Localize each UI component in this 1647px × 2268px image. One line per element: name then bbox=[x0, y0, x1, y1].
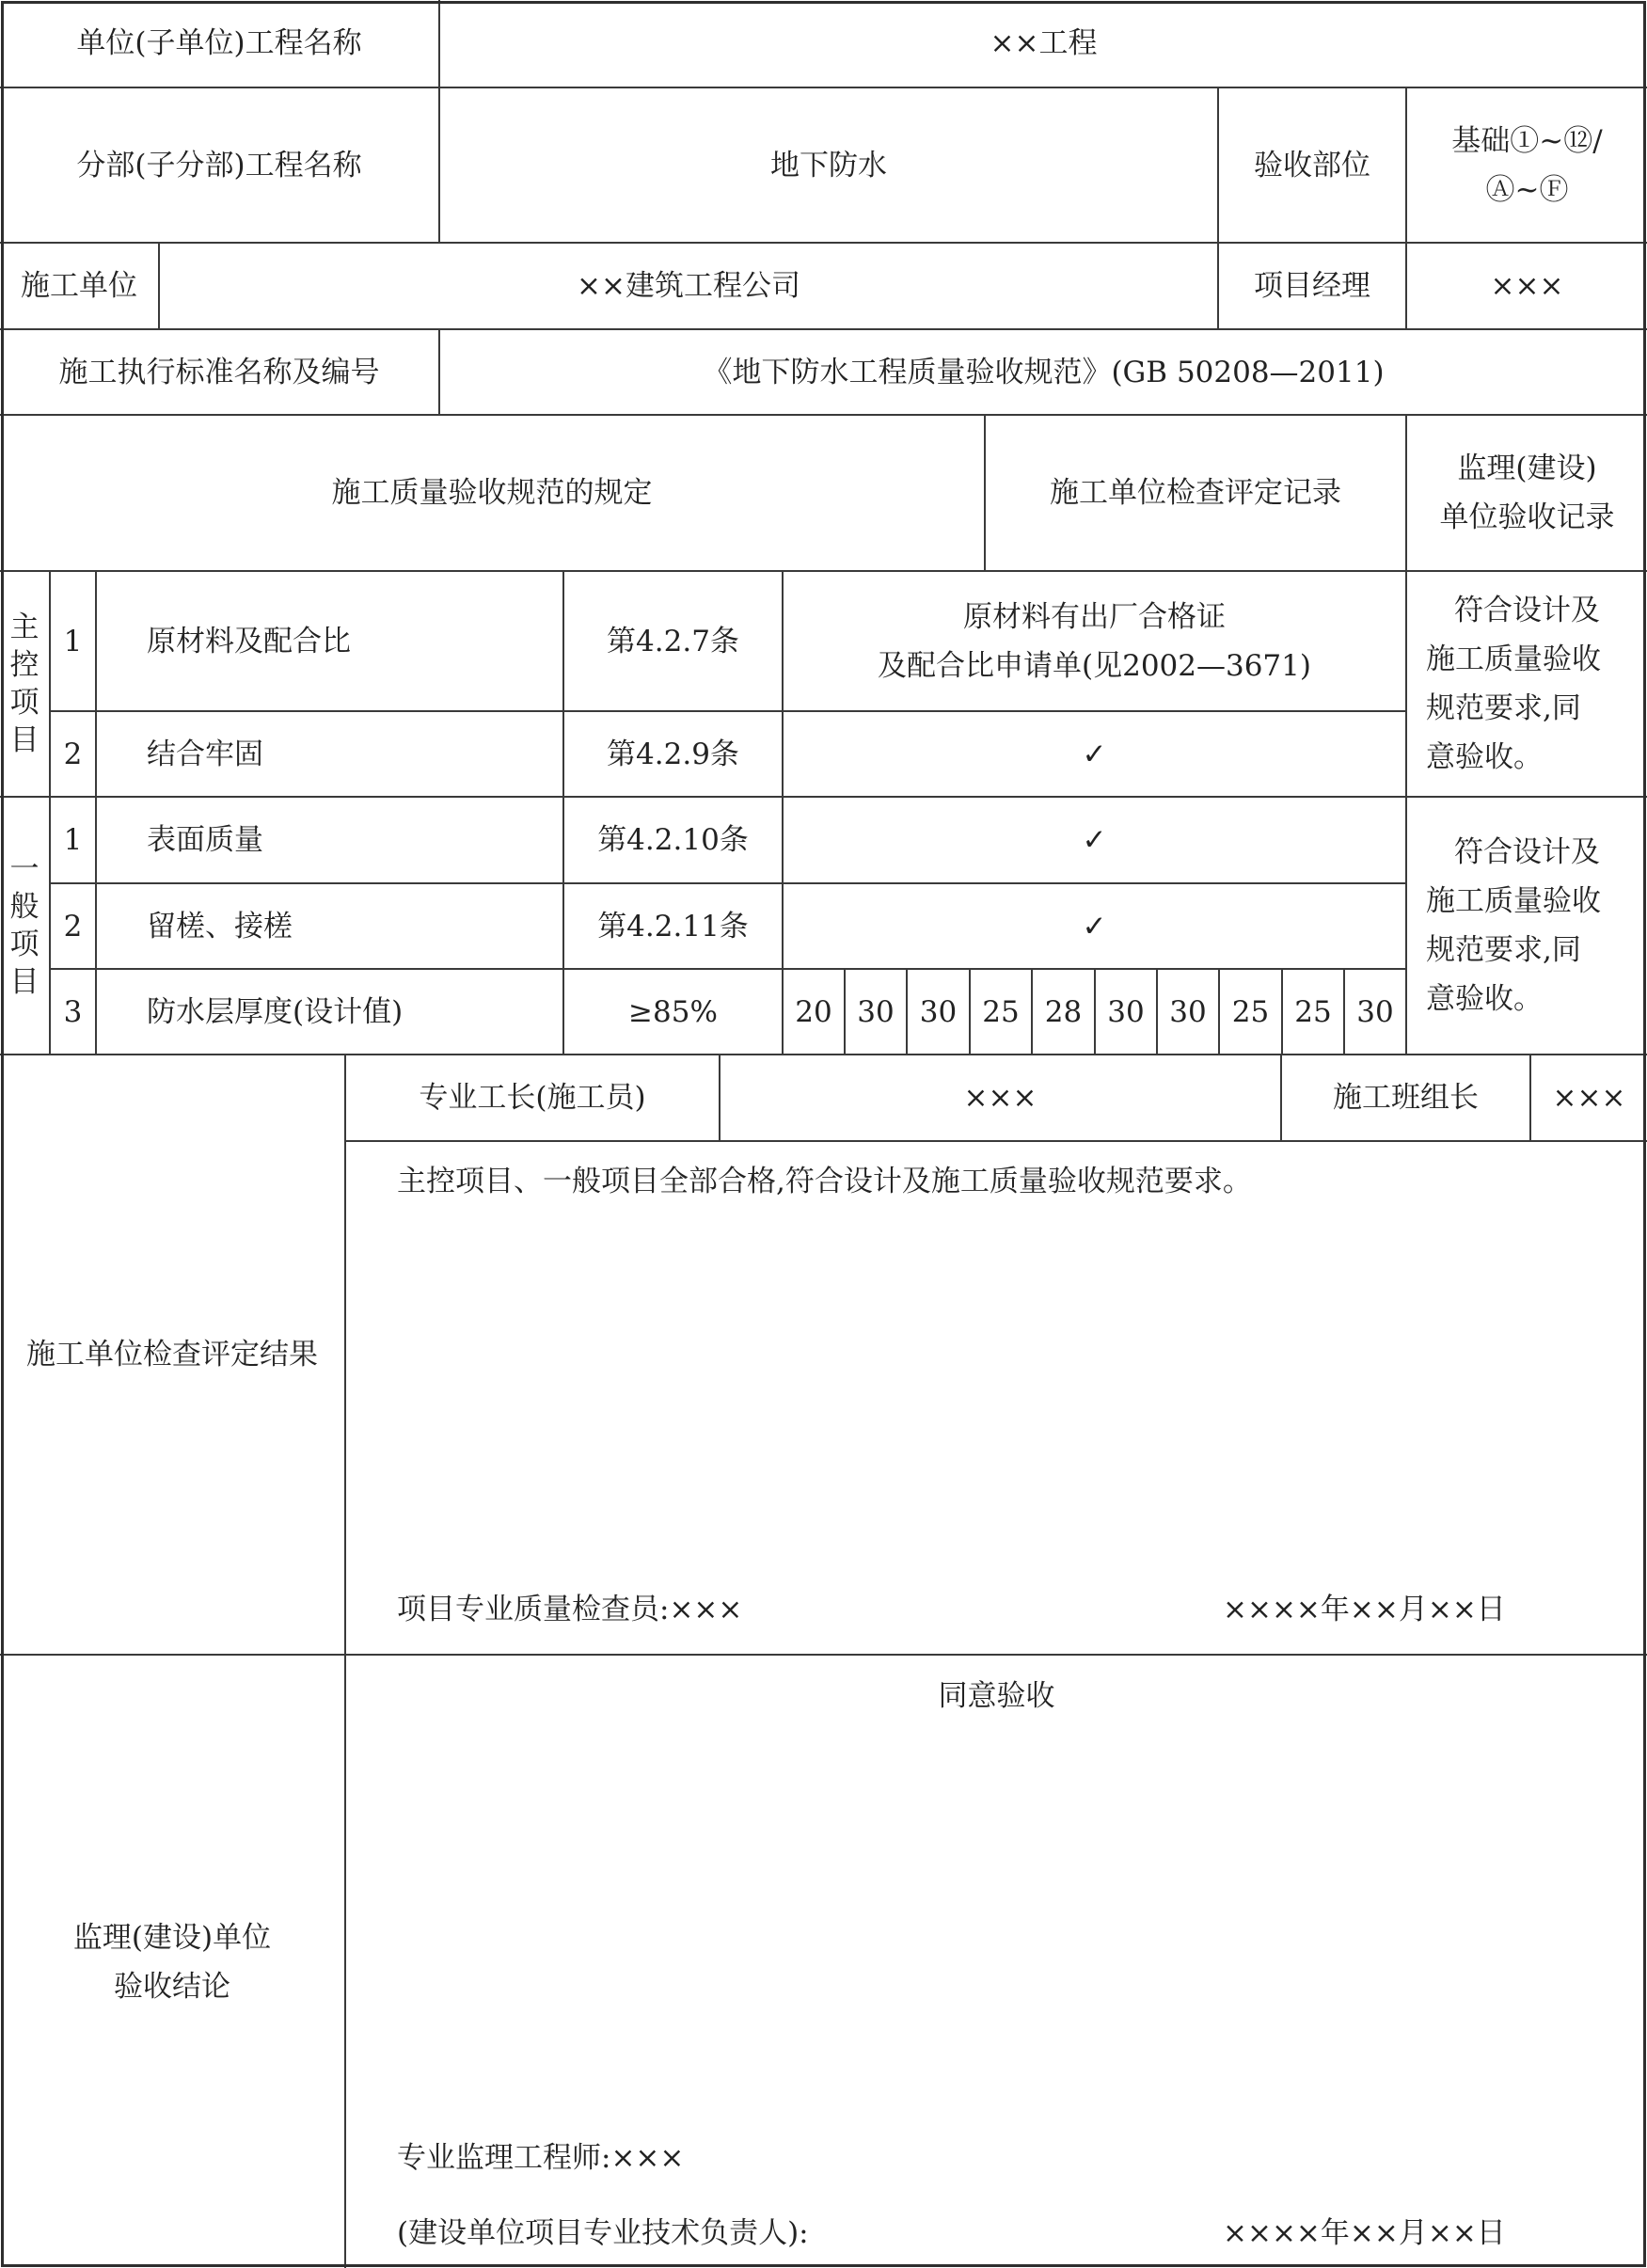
check-result-text: 主控项目、一般项目全部合格,符合设计及施工质量验收规范要求。 bbox=[397, 1165, 1252, 1198]
verdict-line: 符合设计及 bbox=[1454, 594, 1600, 627]
check-mark-icon: ✓ bbox=[1082, 823, 1107, 857]
record-line1: 原材料有出厂合格证 bbox=[963, 599, 1226, 634]
check-result-date: ××××年××月××日 bbox=[1223, 1593, 1506, 1626]
supervision-label-line2: 验收结论 bbox=[114, 1969, 230, 2004]
main-control-verdict bbox=[1407, 572, 1647, 796]
group-char: 般 bbox=[9, 890, 40, 924]
manager-label: 项目经理 bbox=[1254, 269, 1370, 303]
item-clause: 第4.2.9条 bbox=[607, 737, 739, 771]
verdict-line: 符合设计及 bbox=[1454, 835, 1600, 869]
item-name: 留槎、接槎 bbox=[147, 909, 293, 944]
verdict-line: 施工质量验收 bbox=[1426, 642, 1601, 676]
item-no: 1 bbox=[63, 823, 83, 857]
thickness-value: 20 bbox=[795, 994, 832, 1029]
thickness-value: 30 bbox=[919, 994, 958, 1029]
foreman-value: ××× bbox=[963, 1081, 1037, 1115]
check-result-label: 施工单位检查评定结果 bbox=[26, 1338, 318, 1372]
group-char: 目 bbox=[9, 965, 40, 999]
supervision-text: 同意验收 bbox=[938, 1679, 1055, 1713]
team-leader-value: ××× bbox=[1552, 1081, 1626, 1115]
sub-project-value: 地下防水 bbox=[770, 148, 887, 182]
acceptance-part-line1: 基础①~⑫/ bbox=[1451, 123, 1603, 158]
acceptance-part-line2: Ⓐ~Ⓕ bbox=[1485, 172, 1569, 207]
verdict-line: 意验收。 bbox=[1426, 982, 1543, 1016]
verdict-line: 意验收。 bbox=[1426, 740, 1543, 774]
check-mark-icon: ✓ bbox=[1082, 737, 1107, 771]
supervision-label bbox=[0, 1656, 344, 2268]
standard-label: 施工执行标准名称及编号 bbox=[58, 355, 380, 389]
supervisor-record-line1: 监理(建设) bbox=[1457, 452, 1597, 485]
item-clause: ≥85% bbox=[628, 994, 718, 1029]
thickness-value: 30 bbox=[857, 994, 895, 1029]
item-name: 结合牢固 bbox=[147, 737, 263, 771]
standard-value: 《地下防水工程质量验收规范》(GB 50208—2011) bbox=[703, 355, 1385, 389]
acceptance-part-value bbox=[1407, 88, 1647, 242]
thickness-value: 30 bbox=[1356, 994, 1394, 1029]
quality-inspector: 项目专业质量检查员:××× bbox=[397, 1593, 743, 1626]
thickness-value: 25 bbox=[982, 994, 1020, 1029]
supervision-date: ××××年××月××日 bbox=[1223, 2216, 1506, 2250]
item-no: 3 bbox=[63, 994, 83, 1029]
thickness-value: 30 bbox=[1169, 994, 1207, 1029]
record-line2: 及配合比申请单(见2002—3671) bbox=[878, 648, 1311, 683]
contractor-value: ××建筑工程公司 bbox=[577, 269, 800, 303]
thickness-value: 25 bbox=[1294, 994, 1332, 1029]
owner-tech-lead: (建设单位项目专业技术负责人): bbox=[397, 2216, 809, 2250]
contractor-label: 施工单位 bbox=[21, 269, 137, 303]
item-name: 表面质量 bbox=[147, 823, 263, 857]
item-no: 2 bbox=[63, 909, 83, 944]
spec-rule-header: 施工质量验收规范的规定 bbox=[331, 476, 653, 510]
item-clause: 第4.2.10条 bbox=[597, 823, 749, 857]
supervisor-record-header bbox=[1407, 416, 1647, 570]
general-group-label bbox=[0, 798, 49, 1054]
supervision-label-line1: 监理(建设)单位 bbox=[72, 1920, 272, 1955]
item-clause: 第4.2.7条 bbox=[607, 624, 739, 658]
unit-project-label: 单位(子单位)工程名称 bbox=[76, 26, 362, 60]
supervising-engineer: 专业监理工程师:××× bbox=[397, 2141, 685, 2175]
contractor-record-header: 施工单位检查评定记录 bbox=[1050, 476, 1341, 510]
general-verdict bbox=[1407, 798, 1647, 1054]
supervisor-record-line2: 单位验收记录 bbox=[1439, 500, 1615, 534]
group-char: 主 bbox=[9, 611, 40, 644]
item-clause: 第4.2.11条 bbox=[597, 909, 749, 944]
verdict-line: 规范要求,同 bbox=[1426, 933, 1581, 967]
manager-value: ××× bbox=[1490, 269, 1564, 303]
group-char: 控 bbox=[9, 648, 40, 682]
group-char: 一 bbox=[9, 852, 40, 886]
acceptance-part-label: 验收部位 bbox=[1254, 148, 1370, 182]
team-leader-label: 施工班组长 bbox=[1333, 1081, 1479, 1115]
sub-project-label: 分部(子分部)工程名称 bbox=[76, 148, 362, 182]
item-name: 原材料及配合比 bbox=[147, 624, 351, 658]
group-char: 项 bbox=[9, 928, 40, 961]
group-char: 项 bbox=[9, 686, 40, 720]
item-no: 2 bbox=[63, 737, 83, 771]
unit-project-value: ××工程 bbox=[990, 26, 1098, 60]
verdict-line: 施工质量验收 bbox=[1426, 884, 1601, 918]
item-no: 1 bbox=[63, 624, 83, 658]
thickness-value: 30 bbox=[1107, 994, 1145, 1029]
thickness-value: 28 bbox=[1044, 994, 1083, 1029]
check-mark-icon: ✓ bbox=[1082, 909, 1107, 944]
foreman-label: 专业工长(施工员) bbox=[419, 1081, 646, 1115]
item-name: 防水层厚度(设计值) bbox=[147, 994, 404, 1029]
group-char: 目 bbox=[9, 723, 40, 757]
main-control-group-label bbox=[0, 572, 49, 796]
verdict-line: 规范要求,同 bbox=[1426, 691, 1581, 725]
thickness-value: 25 bbox=[1231, 994, 1270, 1029]
item-record bbox=[784, 572, 1405, 710]
